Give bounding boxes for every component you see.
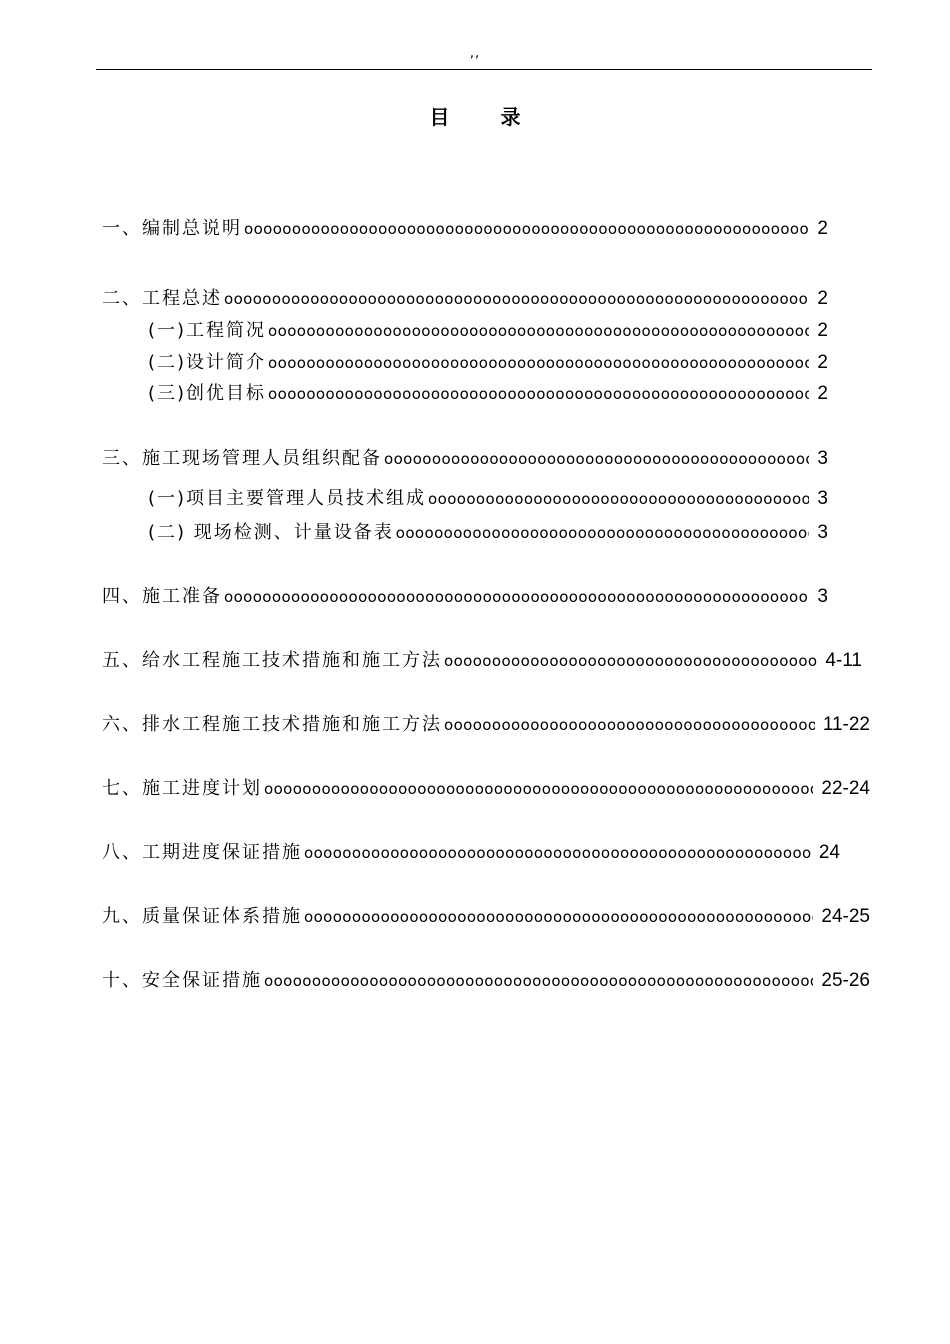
toc-entry-page: 11-22 [822, 714, 870, 735]
toc-leader-dots [264, 776, 813, 802]
toc-entry-label: 五、给水工程施工技术措施和施工方法 [102, 650, 442, 671]
toc-entry-label: 一、编制总说明 [102, 218, 242, 239]
toc-leader-dots [224, 584, 809, 610]
toc-entry-page: 3 [817, 448, 828, 469]
toc-leader-dots [304, 904, 813, 930]
toc-leader-dots [264, 968, 813, 994]
toc-entry-page: 2 [817, 320, 828, 341]
toc-leader-dots [304, 840, 811, 866]
toc-title: 目 录 [429, 105, 543, 129]
toc-entry-page: 4-11 [825, 650, 862, 671]
toc-entry-label: 九、质量保证体系措施 [102, 906, 302, 927]
toc-entry-page: 3 [817, 586, 828, 607]
toc-leader-dots [396, 520, 810, 546]
toc-entry-page: 3 [817, 488, 828, 509]
toc-entry-label: (二)设计简介 [148, 352, 267, 373]
toc-entry-2-3[interactable] [148, 381, 828, 407]
header-rule [96, 69, 872, 70]
toc-entry-2[interactable] [102, 286, 828, 312]
toc-entry-2-1[interactable] [148, 318, 828, 344]
toc-leader-dots [428, 486, 809, 512]
toc-entry-3-2[interactable] [148, 520, 828, 546]
toc-entry-label: 四、施工准备 [102, 586, 222, 607]
toc-entry-6[interactable] [102, 712, 870, 738]
toc-entry-label: 二、工程总述 [102, 288, 222, 309]
toc-entry-page: 2 [817, 288, 828, 309]
toc-entry-page: 22-24 [821, 778, 870, 799]
toc-entry-page: 2 [817, 218, 828, 239]
toc-entry-3[interactable] [102, 446, 828, 472]
toc-entry-page: 2 [817, 383, 828, 404]
toc-entry-label: 六、排水工程施工技术措施和施工方法 [102, 714, 442, 735]
toc-leader-dots [268, 381, 809, 407]
toc-leader-dots [268, 318, 809, 344]
toc-leader-dots [268, 350, 809, 376]
toc-leader-dots [444, 648, 817, 674]
toc-entry-page: 24-25 [821, 906, 870, 927]
toc-entry-2-2[interactable] [148, 350, 828, 376]
toc-entry-label: 十、安全保证措施 [102, 970, 262, 991]
toc-entry-1[interactable] [102, 216, 828, 242]
toc-entry-label: 八、工期进度保证措施 [102, 842, 302, 863]
toc-entry-8[interactable] [102, 840, 840, 866]
toc-entry-page: 2 [817, 352, 828, 373]
toc-entry-label: 七、施工进度计划 [102, 778, 262, 799]
toc-entry-9[interactable] [102, 904, 870, 930]
toc-entry-label: (二) 现场检测、计量设备表 [148, 522, 394, 543]
toc-entry-label: (一)项目主要管理人员技术组成 [148, 488, 427, 509]
toc-entry-page: 3 [817, 522, 828, 543]
toc-leader-dots [444, 712, 815, 738]
toc-entry-page: 24 [818, 842, 840, 863]
toc-leader-dots [224, 286, 809, 312]
toc-entry-label: (三)创优目标 [148, 383, 267, 404]
toc-entry-4[interactable] [102, 584, 828, 610]
toc-entry-label: 三、施工现场管理人员组织配备 [102, 448, 382, 469]
toc-entry-10[interactable] [102, 968, 870, 994]
header-mark: ,, [469, 46, 481, 61]
toc-leader-dots [244, 216, 809, 242]
toc-leader-dots [384, 446, 809, 472]
toc-entry-7[interactable] [102, 776, 870, 802]
toc-entry-page: 25-26 [821, 970, 870, 991]
toc-entry-5[interactable] [102, 648, 862, 674]
toc-entry-3-1[interactable] [148, 486, 828, 512]
toc-entry-label: (一)工程简况 [148, 320, 267, 341]
